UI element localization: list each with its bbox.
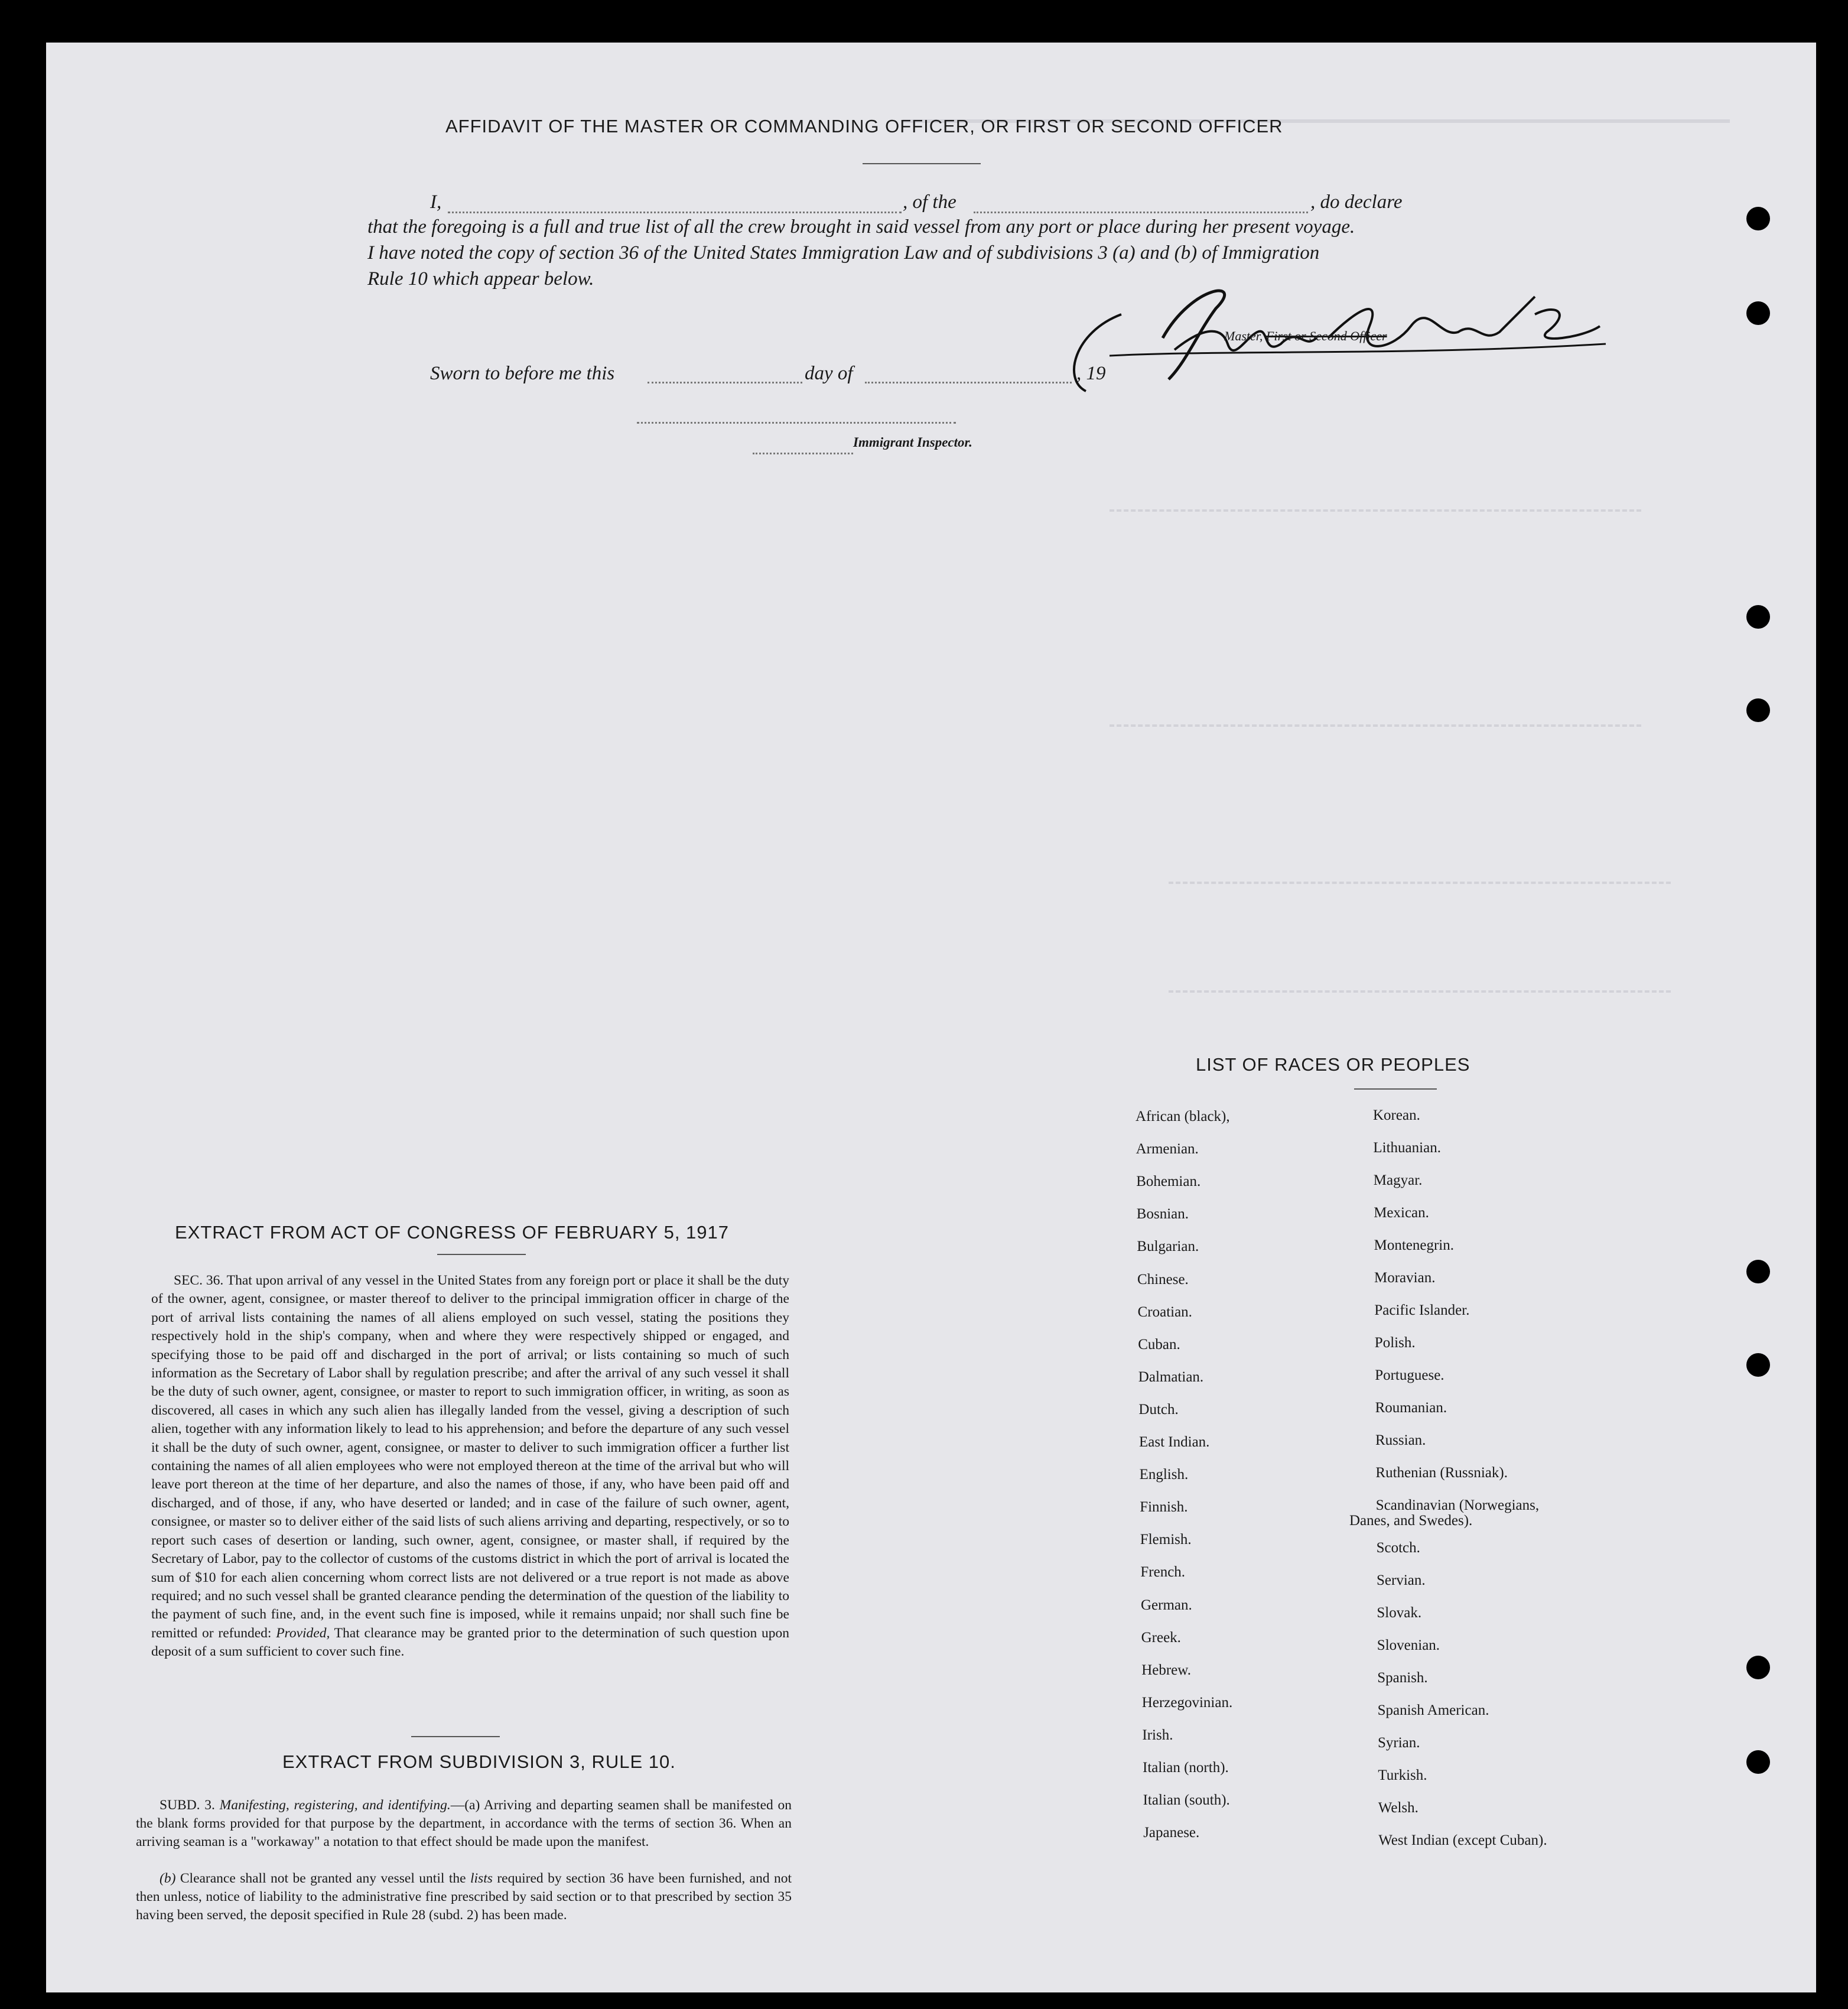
race-item: Finnish. — [1140, 1499, 1188, 1516]
race-item: Armenian. — [1136, 1141, 1199, 1158]
binder-hole — [1746, 698, 1770, 722]
race-item: Danes, and Swedes). — [1349, 1513, 1473, 1529]
binder-hole — [1746, 1260, 1770, 1283]
declaration-line-4: Rule 10 which appear below. — [367, 268, 594, 290]
sworn-line — [430, 363, 1198, 389]
race-item: Servian. — [1377, 1572, 1426, 1588]
race-item: Japanese. — [1143, 1825, 1200, 1841]
race-item: Moravian. — [1374, 1270, 1436, 1286]
race-item: Spanish. — [1377, 1670, 1428, 1686]
race-item: Bosnian. — [1136, 1206, 1189, 1223]
day-field[interactable] — [648, 363, 802, 383]
title-rule — [863, 163, 981, 164]
race-item: Bulgarian. — [1137, 1238, 1199, 1255]
rule-divider — [411, 1736, 500, 1737]
race-item: German. — [1141, 1597, 1192, 1613]
race-item: Italian (north). — [1143, 1760, 1229, 1776]
sworn-label: Sworn to before me this — [430, 363, 615, 384]
race-item: Lithuanian. — [1373, 1140, 1441, 1156]
month-field[interactable] — [865, 363, 1072, 383]
vessel-field[interactable] — [974, 191, 1308, 213]
race-item: Italian (south). — [1143, 1792, 1230, 1809]
binder-hole — [1746, 1353, 1770, 1377]
day-of-label: day of — [805, 363, 853, 384]
inspector-dotted-lead — [753, 447, 853, 454]
binder-hole — [1746, 605, 1770, 629]
inspector-label: Immigrant Inspector. — [853, 435, 972, 450]
inspector-signature-field[interactable] — [637, 416, 956, 424]
race-item: Polish. — [1374, 1335, 1416, 1351]
race-item: Scandinavian (Norwegians, — [1375, 1497, 1540, 1513]
subdivision-b-text: (b) Clearance shall not be granted any vessel until the lists required by section 36 have been furnished, and not then unless, notice of liability to the administrative fine prescribed by said section or to that prescribed by section 35 having been served, the deposit specified in Rule 28 (subd. 2) has been made. — [136, 1871, 792, 1923]
race-item: Flemish. — [1140, 1532, 1192, 1548]
race-item: Mexican. — [1374, 1205, 1429, 1221]
race-item: Hebrew. — [1141, 1662, 1191, 1678]
race-item: Ruthenian (Russniak). — [1375, 1465, 1508, 1481]
race-item: Russian. — [1375, 1432, 1426, 1448]
race-item: French. — [1140, 1564, 1186, 1581]
race-item: Bohemian. — [1136, 1173, 1201, 1190]
of-the-label: , of the — [903, 191, 956, 213]
struck-officer-label: First or Second Officer — [1265, 329, 1387, 343]
race-item: Cuban. — [1138, 1336, 1180, 1353]
races-rule — [1354, 1088, 1437, 1090]
name-field[interactable] — [448, 191, 902, 213]
races-title: LIST OF RACES OR PEOPLES — [1196, 1054, 1470, 1075]
race-item: Slovak. — [1377, 1605, 1422, 1621]
declaration-line-2: that the foregoing is a full and true list of all the crew brought in said vessel from any port or place during her present voyage. — [367, 216, 1355, 238]
race-item: Montenegrin. — [1374, 1237, 1454, 1253]
bleed-through-text — [1169, 882, 1671, 993]
race-item: Dutch. — [1138, 1401, 1179, 1418]
race-item: Welsh. — [1378, 1800, 1418, 1816]
race-item: African (black), — [1136, 1108, 1230, 1124]
race-item: Korean. — [1373, 1107, 1420, 1123]
race-item: Irish. — [1142, 1727, 1173, 1743]
binder-hole — [1746, 207, 1770, 230]
race-item: Croatian. — [1137, 1303, 1192, 1320]
race-item: Turkish. — [1378, 1767, 1427, 1783]
race-item: Roumanian. — [1375, 1400, 1447, 1416]
race-item: Slovenian. — [1377, 1637, 1440, 1653]
master-title: Master, First or Second Officer — [1224, 329, 1387, 343]
race-item: West Indian (except Cuban). — [1378, 1832, 1547, 1848]
affidavit-title: AFFIDAVIT OF THE MASTER OR COMMANDING OFFICER, OR FIRST OR SECOND OFFICER — [445, 116, 1283, 136]
race-item: Greek. — [1141, 1629, 1181, 1646]
race-item: Spanish American. — [1377, 1702, 1489, 1718]
race-item: Chinese. — [1137, 1271, 1189, 1288]
race-item: Portuguese. — [1375, 1367, 1444, 1383]
race-item: Dalmatian. — [1138, 1368, 1204, 1385]
bleed-through-text — [1110, 509, 1641, 727]
act-extract-title: EXTRACT FROM ACT OF CONGRESS OF FEBRUARY 5, 1917 — [175, 1222, 730, 1243]
race-item: English. — [1139, 1467, 1189, 1483]
i-label: I, — [430, 191, 442, 213]
binder-hole — [1746, 1750, 1770, 1774]
declaration-line-1 — [430, 191, 1527, 217]
section-36-text: SEC. 36. That upon arrival of any vessel in the United States from any foreign port or place it shall be the duty of the owner, agent, consignee, or master thereof to deliver to the principal immigration officer in charge of the port of arrival lists containing the names of all aliens employed on such vessel, stating the positions they respectively hold in the ship's company, when and where they were respectively shipped or engaged, and specifying those to be paid off and discharged in the port of arrival; or lists containing so much of such information as the Secretary of Labor shall by regulation prescribe; and after the arrival of any such vessel it shall be the duty of such owner, agent, consignee, or master to report to such immigration officer, in writing, as soon as discovered, all cases in which any such alien has illegally landed from the vessel, giving a description of such alien, together with any information likely to lead to his apprehension; and before the departure of any such vessel it shall be the duty of such owner, agent, consignee, or master to deliver to such immigration officer a further list containing the names of all alien employees who were not employed thereon at the time of the arrival but who will leave port thereon at the time of her departure, and also the names of those, if any, who have been paid off and discharged, and of those, if any, who have deserted or landed; and in case of the failure of such owner, agent, consignee, or master so to deliver either of the said lists of such aliens arriving and departing, respectively, or so to report such cases of desertion or landing, such owner, agent, consignee, or master shall, if required by the Secretary of Labor, pay to the collector of customs of the customs district in which the port of arrival is located the sum of $10 for each alien concerning whom correct lists are not delivered or a true report is not made as above required; and no such vessel shall be granted clearance pending the determination of the question of the liability to the payment of such fine, and, in the event such fine is imposed, while it remains unpaid; nor shall such fine be remitted or refunded: Provided, That clearance may be granted prior to the determination of such question upon deposit of a sum sufficient to cover such fine. — [151, 1273, 790, 1660]
declaration-line-3: I have noted the copy of section 36 of the United States Immigration Law and of subdivisions 3 (a) and (b) of Immigration — [367, 242, 1320, 264]
race-item: Pacific Islander. — [1374, 1302, 1470, 1318]
year-label: , 19 — [1076, 363, 1106, 384]
document-page — [46, 43, 1816, 1992]
act-rule — [437, 1254, 526, 1255]
do-declare-label: , do declare — [1310, 191, 1403, 213]
rule-extract-title: EXTRACT FROM SUBDIVISION 3, RULE 10. — [282, 1751, 676, 1772]
race-item: Magyar. — [1373, 1172, 1423, 1188]
race-item: East Indian. — [1139, 1434, 1210, 1450]
binder-hole — [1746, 1656, 1770, 1679]
race-item: Scotch. — [1376, 1540, 1420, 1556]
race-item: Syrian. — [1378, 1735, 1420, 1751]
binder-hole — [1746, 301, 1770, 325]
race-item: Herzegovinian. — [1141, 1694, 1233, 1711]
subdivision-a-text: SUBD. 3. Manifesting, registering, and identifying.—(a) Arriving and departing seamen shall be manifested on the blank forms provided for that purpose by the department, in accordance with the terms of section 36. When an arriving seaman is a "workaway" a notation to that effect should be made upon the manifest. — [136, 1797, 792, 1849]
